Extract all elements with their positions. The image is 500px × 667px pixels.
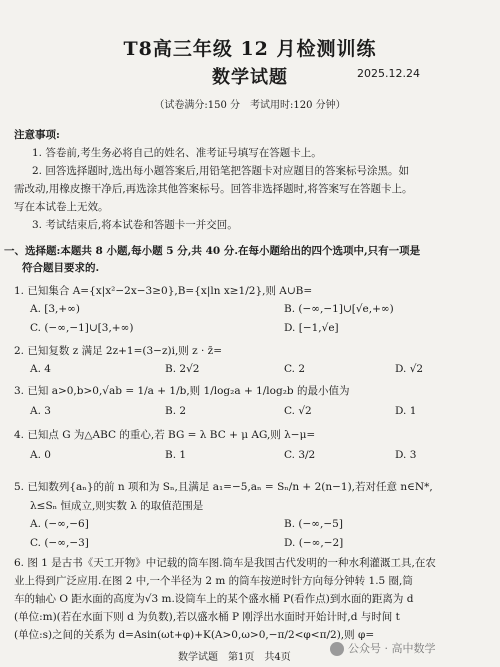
question-6-line: 车的轴心 O 距水面的高度为√3 m.设筒车上的某个盛水桶 P(看作点)到水面的距离为 d <box>14 593 414 605</box>
q3-option-a: A. 3 <box>30 405 51 417</box>
q1-option-d: D. [−1,√e] <box>284 322 339 334</box>
notice-item: 2. 回答选择题时,选出每小题答案后,用铅笔把答题卡对应题目的答案标号涂黑。如 <box>32 165 410 177</box>
question-5-stem: 5. 已知数列{aₙ}的前 n 项和为 Sₙ,且满足 a₁=−5,aₙ = Sₙ/n + 2(n−1),若对任意 n∈N*, <box>14 481 433 493</box>
watermark <box>330 640 436 656</box>
exam-subject: 数学试题 <box>212 67 288 88</box>
notice-item: 需改动,用橡皮擦干净后,再选涂其他答案标号。回答非选择题时,将答案写在答题卡上。 <box>14 183 413 195</box>
wechat-icon <box>330 642 344 656</box>
q1-option-a: A. [3,+∞) <box>30 303 81 315</box>
q5-option-a: A. (−∞,−6] <box>30 518 89 530</box>
question-2-stem: 2. 已知复数 z 满足 2z+1=(3−z)i,则 z · z̄= <box>14 345 223 357</box>
question-1-stem: 1. 已知集合 A={x|x²−2x−3≥0},B={x|ln x≥1/2},则 A∪B= <box>14 285 313 297</box>
q3-option-d: D. 1 <box>395 405 417 417</box>
notice-item: 3. 考试结束后,将本试卷和答题卡一并交回。 <box>32 219 238 231</box>
question-3-stem: 3. 已知 a>0,b>0,√ab = 1/a + 1/b,则 1/log₂a + 1/log₂b 的最小值为 <box>14 385 350 397</box>
question-6-line: (单位:m)(若在水面下则 d 为负数),若以盛水桶 P 刚浮出水面时开始计时,d 与时间 t <box>14 611 400 623</box>
q4-option-c: C. 3/2 <box>284 449 316 461</box>
section-heading-cont: 符合题目要求的. <box>22 262 100 274</box>
question-6-line: 6. 图 1 是古书《天工开物》中记载的筒车图.筒车是我国古代发明的一种水利灌溉工具,在农 <box>14 557 436 569</box>
section-heading: 一、选择题:本题共 8 小题,每小题 5 分,共 40 分.在每小题给出的四个选项中,只有一项是 <box>4 245 421 257</box>
q2-option-c: C. 2 <box>284 363 306 375</box>
q2-option-d: D. √2 <box>395 363 424 375</box>
question-6-line: (单位:s)之间的关系为 d=Asin(ωt+φ)+K(A>0,ω>0,−π/2<φ<π/2),则 φ= <box>14 629 375 641</box>
q5-option-b: B. (−∞,−5] <box>284 518 343 530</box>
q2-option-b: B. 2√2 <box>165 363 200 375</box>
q1-option-b: B. (−∞,−1]∪[√e,+∞) <box>284 303 394 315</box>
notice-item: 1. 答卷前,考生务必将自己的姓名、准考证号填写在答题卡上。 <box>32 147 322 159</box>
question-4-stem: 4. 已知点 G 为△ABC 的重心,若 BG = λ BC + μ AG,则 λ−μ= <box>14 429 316 441</box>
q5-option-c: C. (−∞,−3] <box>30 537 89 549</box>
exam-info: （试卷满分:150 分 考试用时:120 分钟） <box>154 100 346 111</box>
question-6-line: 业上得到广泛应用.在图 2 中,一个半径为 2 m 的筒车按逆时针方向每分钟转 1.5 圈,筒 <box>14 575 413 587</box>
watermark-text: 公众号 · 高中数学 <box>348 642 436 655</box>
page-footer: 数学试题 第1页 共4页 <box>178 652 291 663</box>
question-5-stem-cont: λ≤Sₙ 恒成立,则实数 λ 的取值范围是 <box>30 500 204 512</box>
exam-title: T8高三年级 12 月检测训练 <box>123 38 377 60</box>
q4-option-a: A. 0 <box>30 449 51 461</box>
exam-date: 2025.12.24 <box>357 67 420 80</box>
q4-option-d: D. 3 <box>395 449 417 461</box>
notice-heading: 注意事项: <box>14 129 60 141</box>
q1-option-c: C. (−∞,−1]∪[3,+∞) <box>30 322 134 334</box>
q5-option-d: D. (−∞,−2] <box>284 537 344 549</box>
notice-item: 写在本试卷上无效。 <box>14 201 109 213</box>
q3-option-b: B. 2 <box>165 405 187 417</box>
q2-option-a: A. 4 <box>30 363 51 375</box>
q3-option-c: C. √2 <box>284 405 312 417</box>
q4-option-b: B. 1 <box>165 449 187 461</box>
